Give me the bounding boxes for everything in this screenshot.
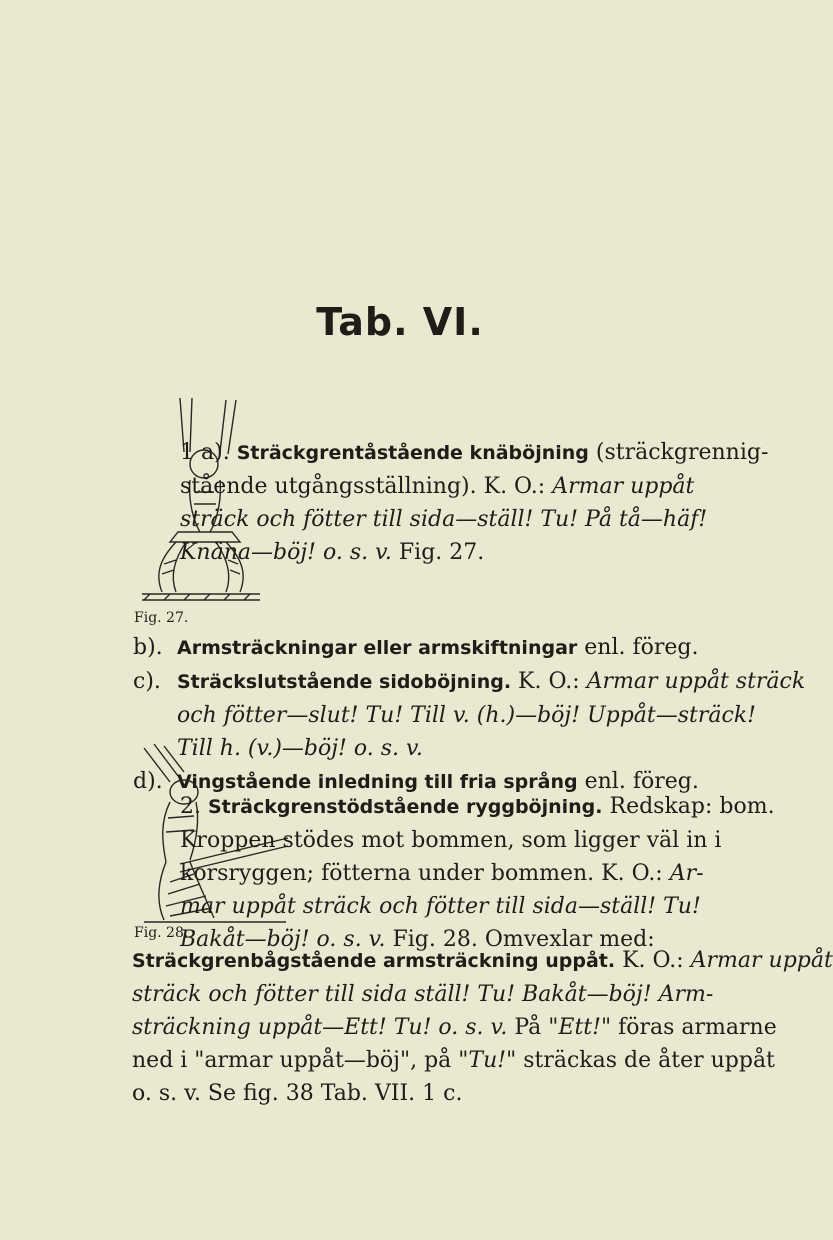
exercise-heading: Vingstående inledning till fria språng (177, 771, 578, 793)
command-text: Ar- (669, 861, 704, 886)
body-text: Fig. 28. Omvexlar med: (385, 927, 655, 952)
item-label: d). (133, 769, 163, 794)
text-line (132, 978, 833, 1011)
figure-caption: Fig. 27. (134, 610, 189, 626)
section-2-text (180, 790, 775, 956)
body-text: korsryggen; fötterna under bommen. K. O.: (180, 861, 670, 886)
item-label: b). (133, 635, 163, 660)
text-line (132, 944, 833, 978)
body-text: o. s. v. Se fig. 38 Tab. VII. 1 c. (132, 1081, 463, 1106)
command-text: och fötter—slut! Tu! Till v. (h.)—böj! Uppåt—sträck! (177, 703, 756, 728)
body-text: K. O.: (615, 948, 691, 973)
command-text: Armar uppåt (690, 948, 833, 973)
text-line (180, 824, 775, 857)
text-line (180, 790, 775, 824)
body-text: Fig. 27. (391, 540, 485, 565)
text-line (133, 631, 805, 665)
text-line (180, 536, 768, 569)
text-line (180, 436, 768, 470)
body-text: På " (507, 1015, 559, 1040)
command-text: Knäna—böj! o. s. v. (180, 540, 392, 565)
exercise-heading: Sträckslutstående sidoböjning. (177, 671, 512, 693)
section-3-text (132, 944, 833, 1110)
command-text: Ett! (558, 1015, 601, 1040)
text-line (132, 1044, 833, 1077)
figure-caption: Fig. 28. (134, 925, 189, 941)
item-label: c). (133, 669, 161, 694)
body-text: K. O.: (511, 669, 587, 694)
text-line (180, 890, 775, 923)
exercise-heading: Sträckgrentåstående knäböjning (236, 442, 589, 464)
text-line (180, 470, 768, 503)
text-line (180, 503, 768, 536)
body-text: (sträckgrennig- (588, 440, 769, 465)
exercise-heading: Sträckgrenstödstående ryggböjning. (207, 796, 603, 818)
text-line (132, 1011, 833, 1044)
exercise-heading: Sträckgrenbågstående armsträckning uppåt. (132, 950, 616, 972)
text-line (132, 1077, 833, 1110)
body-text: " föras armarne (600, 1015, 777, 1040)
command-text: Till h. (v.)—böj! o. s. v. (177, 736, 423, 761)
text-line (180, 857, 775, 890)
body-text: Kroppen stödes mot bommen, som ligger väl in i (180, 828, 722, 853)
page-title: Tab. VI. (316, 300, 484, 344)
text-line (133, 665, 805, 699)
command-text: Armar uppåt sträck (586, 669, 806, 694)
text-line (133, 699, 805, 732)
body-text: " sträckas de åter uppåt (506, 1048, 775, 1073)
body-text: Redskap: bom. (602, 794, 775, 819)
command-text: Tu! (468, 1048, 507, 1073)
section-1-text (180, 436, 768, 569)
command-text: Bakåt—böj! o. s. v. (180, 927, 386, 952)
command-text: sträck och fötter till sida—ställ! Tu! På tå—häf! (180, 507, 708, 532)
command-text: sträckning uppåt—Ett! Tu! o. s. v. (132, 1015, 508, 1040)
body-text: 2. (180, 794, 208, 819)
exercise-heading: Armsträckningar eller armskiftningar (177, 637, 578, 659)
body-text: 1 a). (180, 440, 237, 465)
command-text: sträck och fötter till sida ställ! Tu! Bakåt—böj! Arm- (132, 982, 714, 1007)
command-text: Armar uppåt (552, 474, 695, 499)
list-item (133, 631, 805, 665)
body-text: enl. föreg. (577, 635, 699, 660)
body-text: enl. föreg. (577, 769, 699, 794)
body-text: ned i "armar uppåt—böj", på " (132, 1048, 469, 1073)
body-text: stående utgångsställning). K. O.: (180, 474, 553, 499)
command-text: mar uppåt sträck och fötter till sida—ställ! Tu! (180, 894, 701, 919)
